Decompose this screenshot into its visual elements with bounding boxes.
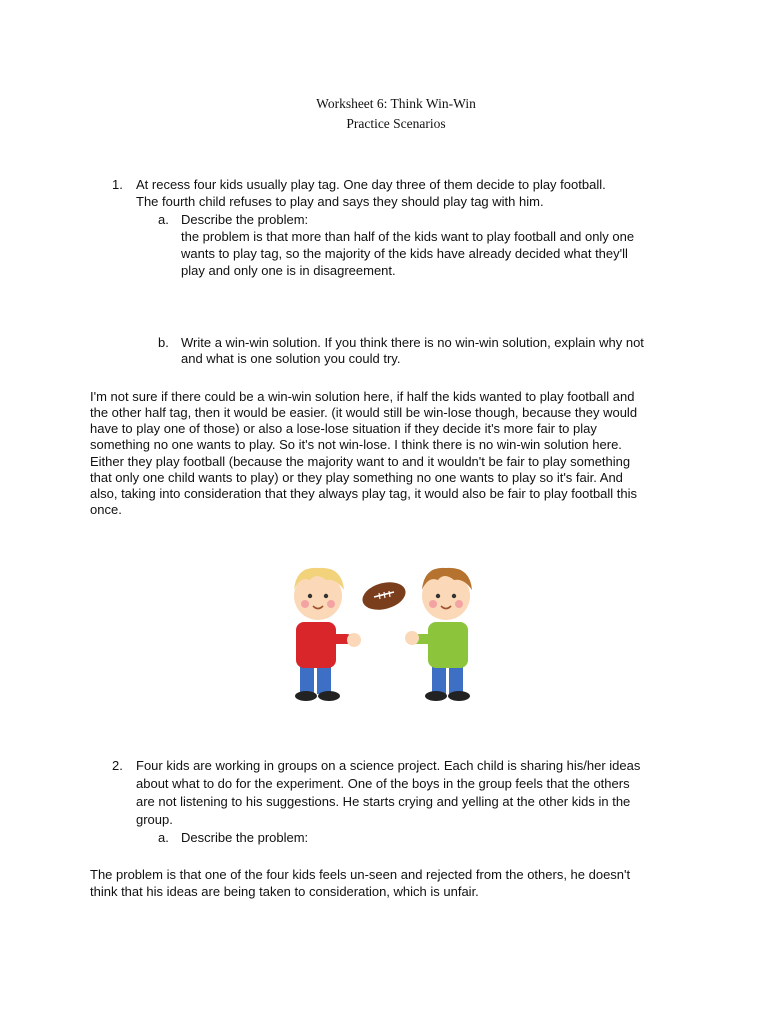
question-2a-prompt: Describe the problem: bbox=[181, 830, 309, 845]
question-1-answer-line: the other half tag, then it would be easier. (it would still be win-lose though, because they would bbox=[90, 405, 638, 420]
worksheet-subtitle: Practice Scenarios bbox=[346, 116, 446, 131]
question-1-answer-line: also, taking into consideration that they always play tag, it would also be fair to play football this bbox=[90, 486, 638, 501]
worksheet-title: Worksheet 6: Think Win-Win bbox=[316, 96, 476, 111]
question-1-answer-line: something no one wants to play. So it's not win-lose. I think there is no win-win solution here. bbox=[90, 437, 622, 452]
question-1-line: At recess four kids usually play tag. One day three of them decide to play football. bbox=[136, 177, 606, 192]
left-kid-figure bbox=[294, 568, 361, 701]
question-1-answer-line: once. bbox=[90, 502, 122, 517]
question-2a-marker: a. bbox=[158, 830, 169, 845]
football-icon bbox=[359, 578, 408, 615]
question-1-answer-line: have to play one of those) or also a lose-lose situation if they decide it's more fair to play bbox=[90, 421, 597, 436]
question-2-line: group. bbox=[136, 812, 173, 827]
question-1a-answer-line: the problem is that more than half of the kids want to play football and only one bbox=[181, 229, 635, 244]
question-2-number: 2. bbox=[112, 758, 123, 773]
question-1-number: 1. bbox=[112, 177, 123, 192]
question-2-answer-line: The problem is that one of the four kids feels un-seen and rejected from the others, he doesn't bbox=[90, 867, 631, 882]
right-kid-figure bbox=[405, 568, 472, 701]
question-1b-prompt-line: Write a win-win solution. If you think there is no win-win solution, explain why not bbox=[181, 335, 644, 350]
question-2-line: about what to do for the experiment. One of the boys in the group feels that the others bbox=[136, 776, 630, 791]
question-1-line: The fourth child refuses to play and says they should play tag with him. bbox=[136, 194, 544, 209]
question-1a-prompt: Describe the problem: bbox=[181, 212, 309, 227]
question-2-line: Four kids are working in groups on a science project. Each child is sharing his/her ideas bbox=[136, 758, 641, 773]
question-1-answer-line: that only one child wants to play) or they play something no one wants to play so it's fair. And bbox=[90, 470, 623, 485]
question-1a-answer-line: play and only one is in disagreement. bbox=[181, 263, 396, 278]
question-2-answer-line: think that his ideas are being taken to consideration, which is unfair. bbox=[90, 884, 479, 899]
question-1a-answer-line: wants to play tag, so the majority of the kids have already decided what they'll bbox=[181, 246, 628, 261]
question-1b-prompt-line: and what is one solution you could try. bbox=[181, 351, 401, 366]
question-1-answer-line: I'm not sure if there could be a win-win solution here, if half the kids wanted to play football and bbox=[90, 389, 635, 404]
question-1b-marker: b. bbox=[158, 335, 169, 350]
kids-playing-football-illustration bbox=[286, 560, 478, 706]
question-2-line: are not listening to his suggestions. He starts crying and yelling at the other kids in the bbox=[136, 794, 631, 809]
question-1a-marker: a. bbox=[158, 212, 169, 227]
question-1-answer-line: Either they play football (because the majority want to and it wouldn't be fair to play something bbox=[90, 454, 631, 469]
